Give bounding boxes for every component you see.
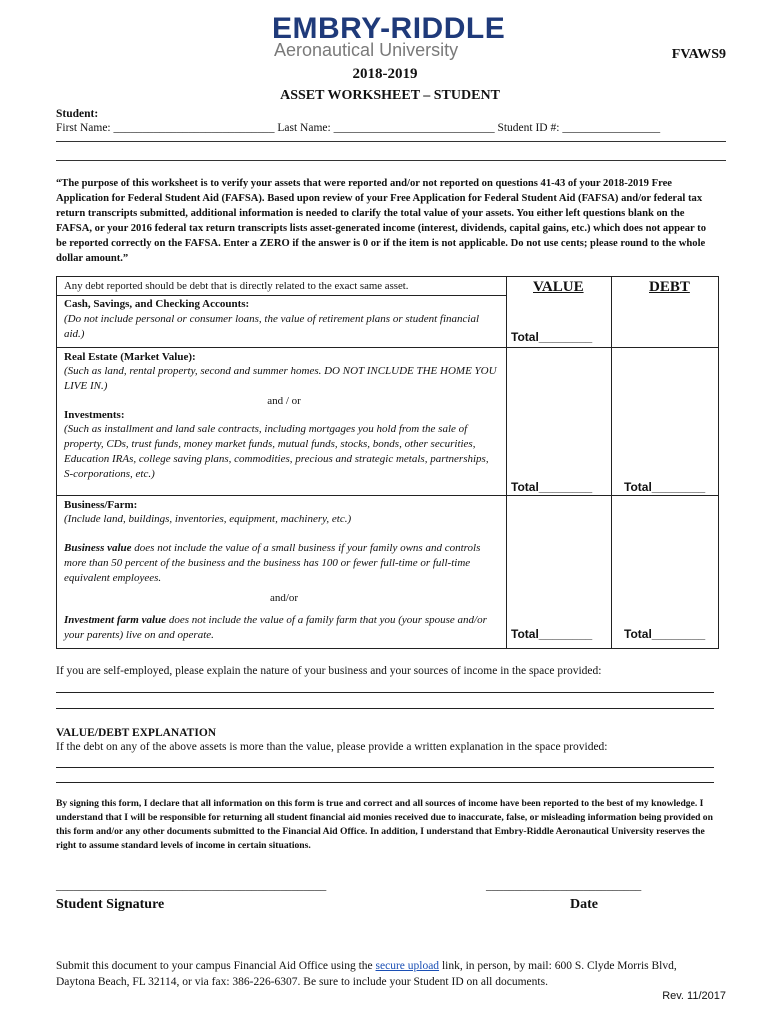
table-divider [57, 347, 718, 348]
divider [56, 160, 726, 161]
table-divider [611, 277, 612, 648]
and-or-text: and / or [267, 395, 301, 407]
cash-note: (Do not include personal or consumer loans, the value of retirement plans or student financial aid.) [64, 313, 479, 340]
explanation-answer-line[interactable] [56, 767, 714, 768]
business-value-label: Business value [64, 542, 132, 554]
page-title: ASSET WORKSHEET – STUDENT [280, 88, 500, 103]
real-estate-debt-total[interactable]: Total________ [624, 480, 706, 494]
self-employed-prompt: If you are self-employed, please explain the nature of your business and your sources of income in the space provided: [56, 665, 602, 677]
real-estate-title: Real Estate (Market Value): [64, 351, 196, 363]
student-id-label: Student ID #: [497, 122, 560, 134]
and-or-text: and/or [269, 592, 299, 604]
logo-subtitle: Aeronautical University [274, 40, 459, 60]
date-label: Date [570, 897, 598, 912]
last-name-field[interactable]: ____________________________ [333, 122, 495, 134]
award-year: 2018-2019 [352, 66, 418, 82]
asset-table [56, 276, 719, 649]
business-debt-total[interactable]: Total________ [624, 627, 706, 641]
investments-title: Investments: [64, 409, 125, 421]
first-name-label: First Name: [56, 122, 111, 134]
real-estate-value-total[interactable]: Total________ [511, 480, 593, 494]
business-title: Business/Farm: [64, 499, 138, 511]
table-divider [57, 295, 507, 296]
cash-title: Cash, Savings, and Checking Accounts: [64, 298, 250, 310]
date-field[interactable]: ___________________________ [486, 880, 642, 892]
real-estate-note: (Such as land, rental property, second and summer homes. DO NOT INCLUDE THE HOME YOU LIVE IN.) [64, 365, 497, 392]
debt-column-header: DEBT [649, 279, 690, 295]
debt-note: Any debt reported should be debt that is directly related to the exact same asset. [64, 280, 409, 292]
explanation-answer-line[interactable] [56, 782, 714, 783]
footer-text: Submit this document to your campus Financial Aid Office using the [56, 960, 376, 972]
investments-note: (Such as installment and land sale contracts, including mortgages you hold from the sale of property, CDs, trust funds, money market funds, mutual funds, stocks, bonds, other securities, Education IRAs, college saving plans, commodities, precious and strategic metals, partnerships, S-corporations, etc.) [64, 423, 489, 480]
signature-label: Student Signature [56, 897, 165, 912]
explanation-prompt: If the debt on any of the above assets is more than the value, please provide a written explanation in the space provided: [56, 741, 608, 753]
first-name-field[interactable]: ____________________________ [113, 122, 275, 134]
submission-instructions [56, 958, 716, 990]
logo-wordmark: EMBRY-RIDDLE [272, 12, 506, 45]
farm-value-note [64, 613, 489, 643]
divider [56, 141, 726, 142]
signature-field[interactable]: _______________________________________________ [56, 880, 327, 892]
business-note: (Include land, buildings, inventories, equipment, machinery, etc.) [64, 513, 352, 525]
footer-text: link, in person, by mail: 600 S. Clyde Morris Blvd, Daytona Beach, FL 32114, or via fax: 386-226-6307. Be sure to include your Student ID on all documents. [56, 960, 677, 988]
student-label: Student: [56, 108, 99, 120]
business-value-text: does not include the value of a small business if your family owns and controls more than 50 percent of the business and the business has 100 or fewer full-time or full-time equivalent employees. [64, 542, 481, 584]
form-number: FVAWS9 [671, 47, 726, 62]
declaration-paragraph: By signing this form, I declare that all information on this form is true and correct and all sources of income have been reported to the best of my knowledge. I understand that I will be responsible for returning all student financial aid monies received due to inaccurate, false, or misleading information being provided on this form and/or any other documents submitted to the Financial Aid Office. In addition, I understand that Embry-Riddle Aeronautical University reserves the right to assume standard levels of income in certain situations. [56, 798, 713, 851]
table-divider [506, 277, 507, 648]
student-name-row [56, 121, 660, 135]
table-divider [57, 495, 718, 496]
farm-value-text: does not include the value of a family farm that you (your spouse and/or your parents) live on and operate. [64, 614, 487, 641]
self-employed-answer-line[interactable] [56, 692, 714, 693]
farm-value-label: Investment farm value [64, 614, 167, 626]
value-column-header: VALUE [533, 279, 584, 295]
self-employed-answer-line[interactable] [56, 708, 714, 709]
business-value-note [64, 541, 492, 586]
student-id-field[interactable]: _________________ [562, 122, 661, 134]
business-value-total[interactable]: Total________ [511, 627, 593, 641]
cash-value-total[interactable]: Total________ [511, 330, 593, 344]
explanation-title: VALUE/DEBT EXPLANATION [56, 727, 217, 739]
secure-upload-link[interactable]: secure upload [375, 960, 440, 972]
purpose-paragraph: “The purpose of this worksheet is to verify your assets that were reported and/or not reported on questions 41-43 of your 2018-2019 Free Application for Federal Student Aid (FAFSA). Based upon review of your Free Application for Federal Student Aid (FAFSA) and/or federal tax return transcripts submitted, additional information is needed to clarify the total value of your assets. You either left questions blank on the FAFSA, or your 2016 federal tax return transcripts lists asset-generated income (interest, dividends, capital gains, etc.) which does not appear to be reported correctly on the FAFSA. Enter a ZERO if the answer is 0 or if the item is not applicable. Do not use cents; please round to the whole dollar amount.” [56, 178, 706, 264]
revision-date: Rev. 11/2017 [662, 990, 726, 1002]
last-name-label: Last Name: [277, 122, 331, 134]
